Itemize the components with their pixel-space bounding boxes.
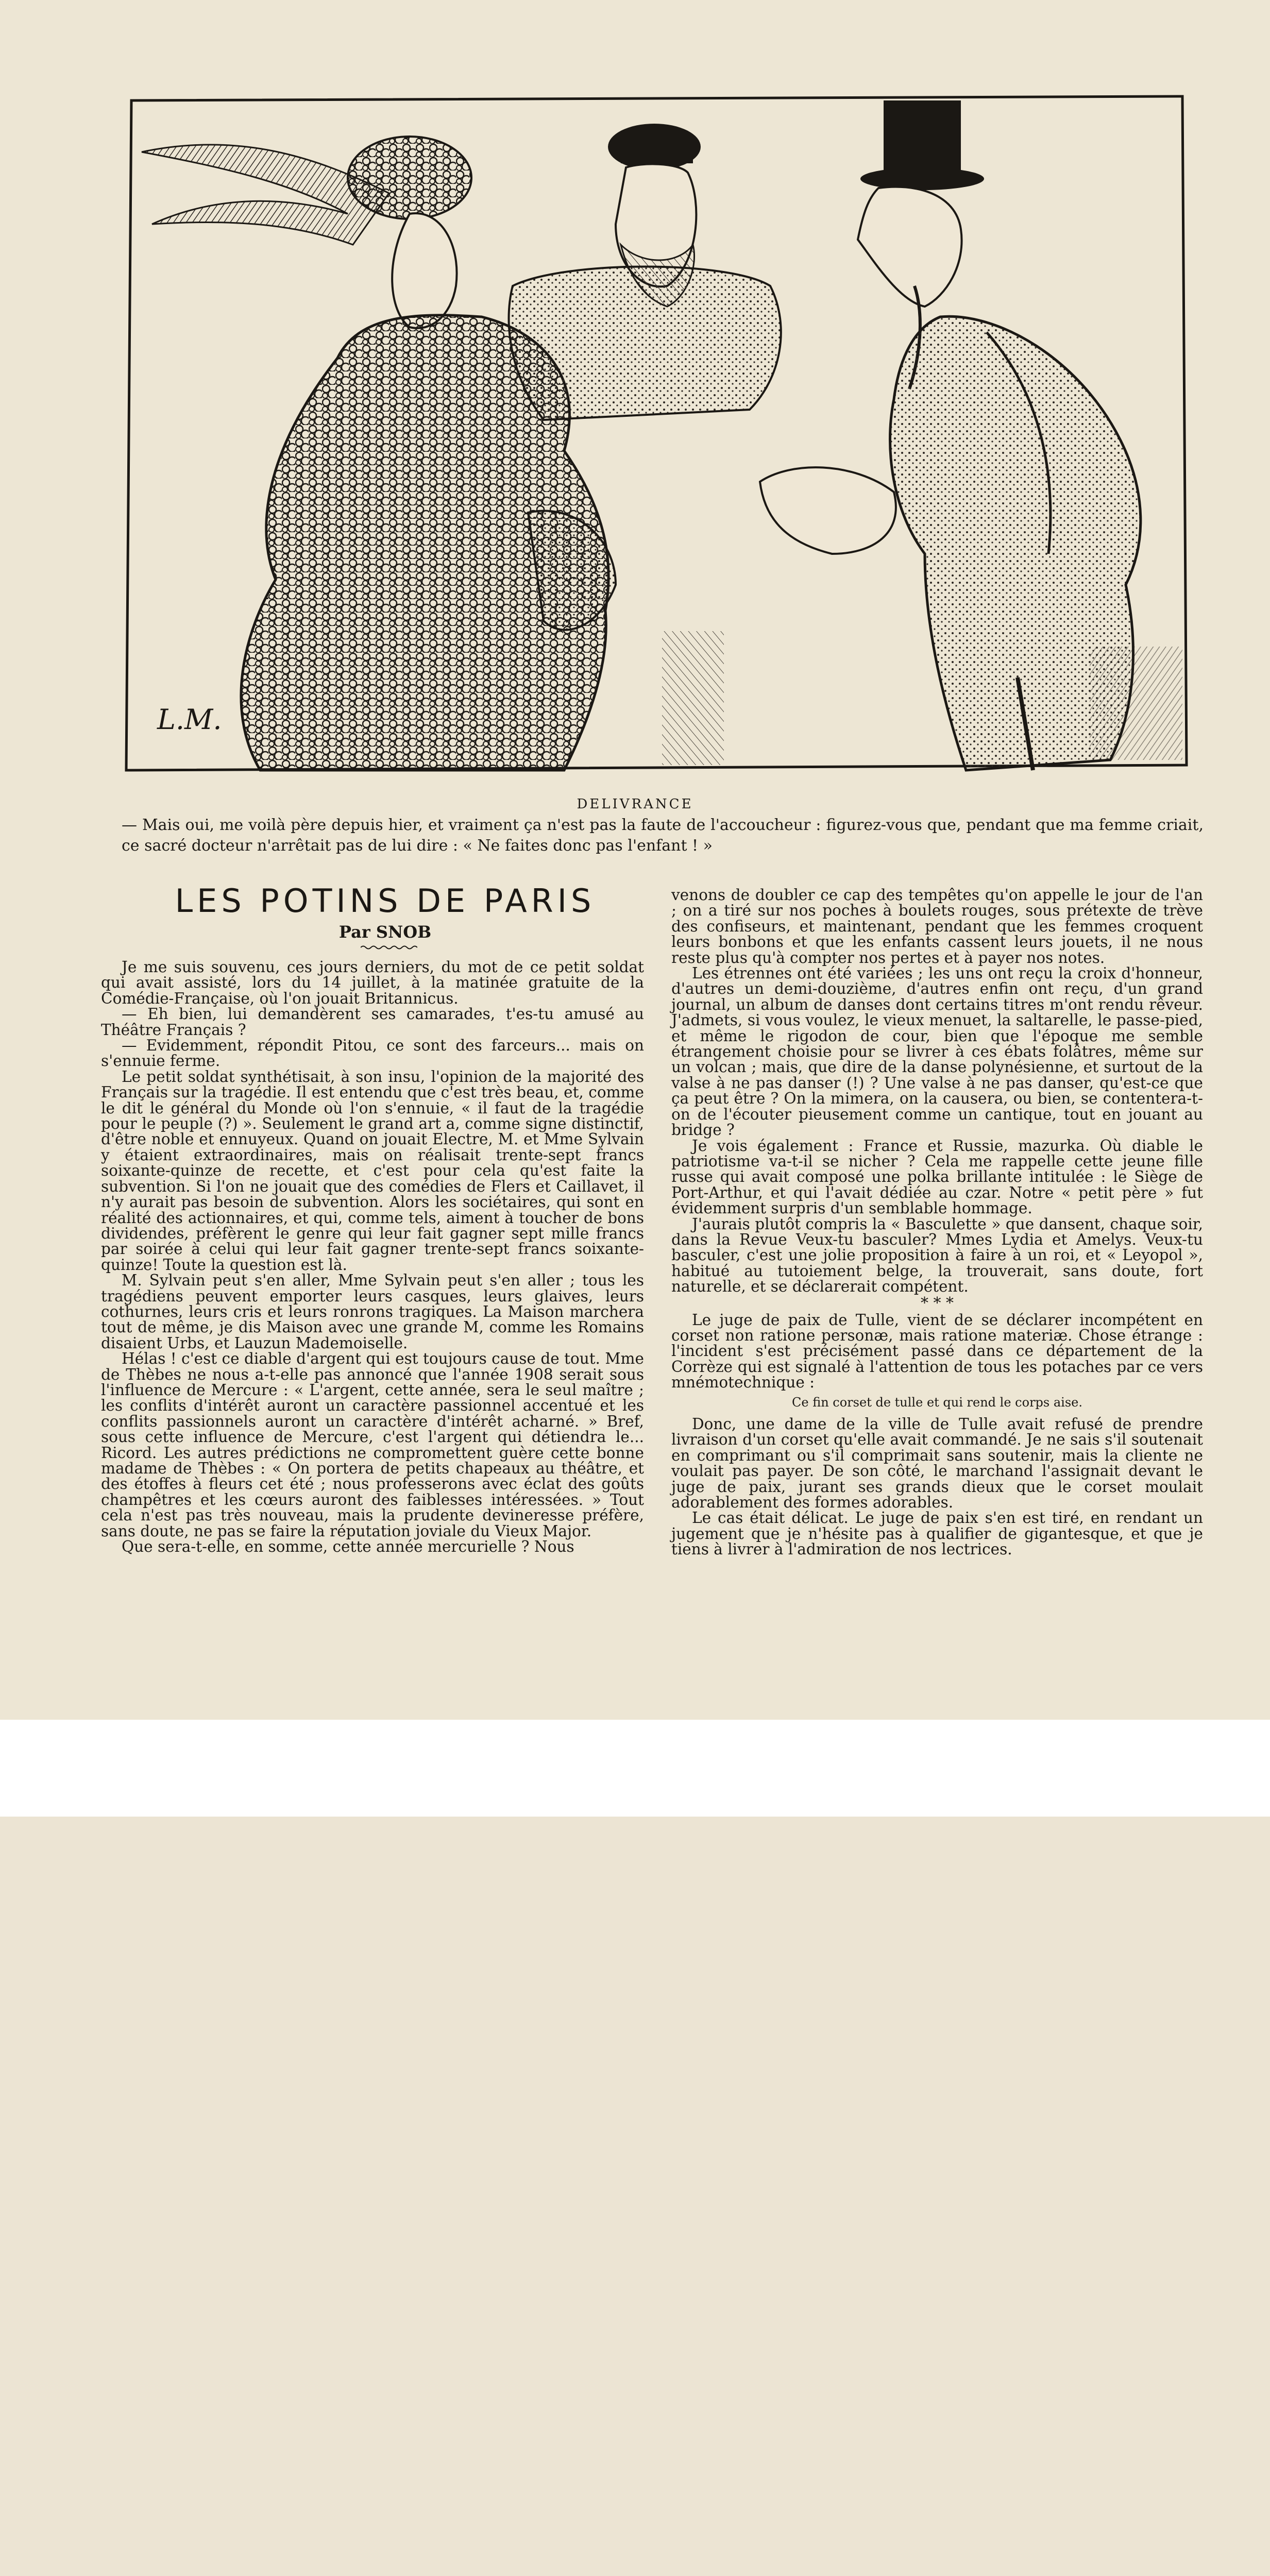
cartoon-illustration <box>121 90 1195 775</box>
article-byline: Par SNOB <box>338 922 432 942</box>
paragraph: Je vois également : France et Russie, mazurka. Où diable le patriotisme va-t-il se nicher ? Cela me rappelle cette jeune fille russe qui avait composé une polka brillante intitulée : le Siège de Port-Arthur, et qui l'avait dédiée au czar. Notre « petit père » fut évidemment surpris d'un semblable hommage. <box>671 1137 1203 1217</box>
paragraph: Je me suis souvenu, ces jours derniers, du mot de ce petit soldat qui avait assisté, lors du 14 juillet, à la matinée gratuite de la Comédie-Française, où l'on jouait Britannicus. <box>101 958 644 1007</box>
paragraph: Hélas ! c'est ce diable d'argent qui est toujours cause de tout. Mme de Thèbes ne nous a-t-elle pas annoncé que l'année 1908 serait sous l'influence de Mercure : « L'argent, cette année, sera le seul maître ; les conflits d'intérêt auront un caractère passionnel accentué et les conflits passionnels auront un caractère d'intérêt acharné. » Bref, sous cette influence de Mercure, c'est l'argent qui détiendra le... Ricord. Les autres prédictions ne compromettent guère cette bonne madame de Thèbes : « On portera de petits chapeaux au théâtre, et des étoffes à fleurs cet été ; nous professerons avec éclat des goûts champêtres et les cœurs auront des faiblesses intéressées. » Tout cela n'est pas très nouveau, mais la prudente devineresse préfère, sans doute, ne pas se faire la réputation joviale du Vieux Major. <box>101 1350 644 1540</box>
article-column-left <box>101 959 644 1554</box>
paragraph: Que sera-t-elle, en somme, cette année mercurielle ? Nous <box>122 1538 574 1556</box>
cartoon-title: DELIVRANCE <box>577 796 693 812</box>
cartoon-drawing <box>121 90 1195 775</box>
paragraph: — Eh bien, lui demandèrent ses camarades, t'es-tu amusé au Théâtre Français ? <box>101 1005 644 1039</box>
section-separator: * * * <box>920 1294 954 1312</box>
paragraph: M. Sylvain peut s'en aller, Mme Sylvain peut s'en aller ; tous les tragédiens peuvent emporter leurs casques, leurs glaives, leurs cothurnes, leurs cris et leurs ronrons tragiques. La Maison marchera tout de même, je dis Maison avec une grande M, comme les Romains disaient Urbs, et Lauzun Mademoiselle. <box>101 1272 644 1352</box>
digital-library-footer <box>0 1720 1270 1817</box>
paragraph: Les étrennes ont été variées ; les uns ont reçu la croix d'honneur, d'autres un demi-douzième, d'autres enfin ont reçu, d'un grand journal, un album de danses dont certains titres m'ont rendu rêveur. J'admets, si vous voulez, le vieux menuet, la saltarelle, le passe-pied, et même le rigodon de cour, bien que l'époque me semble étrangement choisie pour se livrer à ces ébats folâtres, même sur un volcan ; mais, que dire de la danse polynésienne, et surtout de la valse à ne pas danser (!) ? Une valse à ne pas danser, qu'est-ce que ça peut être ? On la mimera, on la causera, ou bien, se contentera-t-on de l'écouter pieusement comme un cantique, tout en jouant au bridge ? <box>671 964 1203 1139</box>
paragraph: Le juge de paix de Tulle, vient de se déclarer incompétent en corset non ratione personæ, mais ratione materiæ. Chose étrange : l'incident s'est précisément passé dans ce département de la Corrèze qui est signalé à l'attention de tous les potaches par ce vers mnémotechnique : <box>671 1311 1203 1392</box>
cartoon-caption: — Mais oui, me voilà père depuis hier, et vraiment ça n'est pas la faute de l'accoucheur : figurez-vous que, pendant que ma femme criait, ce sacré docteur n'arrêtait pas de lui dire : « Ne faites donc pas l'enfant ! » <box>122 816 1204 855</box>
article-column-right <box>671 887 1203 1557</box>
paragraph: Le cas était délicat. Le juge de paix s'en est tiré, en rendant un jugement que je n'hésite pas à qualifier de gigantesque, et que je tiens à livrer à l'admiration de nos lectrices. <box>671 1509 1203 1558</box>
mnemonic-verse: Ce fin corset de tulle et qui rend le corps aise. <box>792 1395 1082 1410</box>
paragraph: Le petit soldat synthétisait, à son insu, l'opinion de la majorité des Français sur la tragédie. Il est entendu que c'est très beau, et, comme le dit le général du Monde où l'on s'ennuie, « il faut de la tragédie pour le peuple (?) ». Seulement le grand art a, comme signe distinctif, d'être noble et ennuyeux. Quand on jouait Electre, M. et Mme Sylvain y étaient extraordinaires, mais on réalisait trente-sept francs soixante-quinze de recette, et c'est pour cela qu'est faite la subvention. Si l'on ne jouait que des comédies de Flers et Caillavet, il n'y aurait pas besoin de subvention. Alors les sociétaires, qui sont en réalité des actionnaires, et qui, comme tels, aiment à toucher de bons dividendes, préfèrent le genre qui leur fait gagner sept mille francs par soirée à celui qui leur fait gagner trente-sept francs soixante-quinze! Toute la question est là. <box>101 1067 644 1274</box>
paragraph: — Evidemment, répondit Pitou, ce sont des farceurs... mais on s'ennuie ferme. <box>101 1037 644 1070</box>
paragraph: venons de doubler ce cap des tempêtes qu'on appelle le jour de l'an ; on a tiré sur nos poches à boulets rouges, sous prétexte de trève des confiseurs, et maintenant, pendant que les femmes croquent leurs bonbons et que les enfants cassent leurs jouets, il ne nous reste plus qu'à compter nos pertes et à payer nos notes. <box>671 886 1203 967</box>
paragraph: Donc, une dame de la ville de Tulle avait refusé de prendre livraison d'un corset qu'elle avait commandé. Je ne sais s'il soutenait en comprimant ou s'il comprimait sans soutenir, mais la cliente ne voulait pas payer. De son côté, le marchand l'assignait devant le juge de paix, jurant ses grands dieux que le corset moulait adorablement des formes adorables. <box>671 1415 1203 1512</box>
artist-signature: L.M. <box>157 703 222 736</box>
paragraph: J'aurais plutôt compris la « Basculette » que dansent, chaque soir, dans la Revue Veux-tu basculer? Mmes Lydia et Amelys. Veux-tu basculer, c'est une jolie proposition à faire à un roi, et « Leyopol », habitué au tutoiement belge, la trouverait, sans doute, fort naturelle, et se déclarerait compétent. <box>671 1215 1203 1296</box>
article-title: LES POTINS DE PARIS <box>175 882 596 920</box>
wavy-divider-icon <box>361 944 417 951</box>
